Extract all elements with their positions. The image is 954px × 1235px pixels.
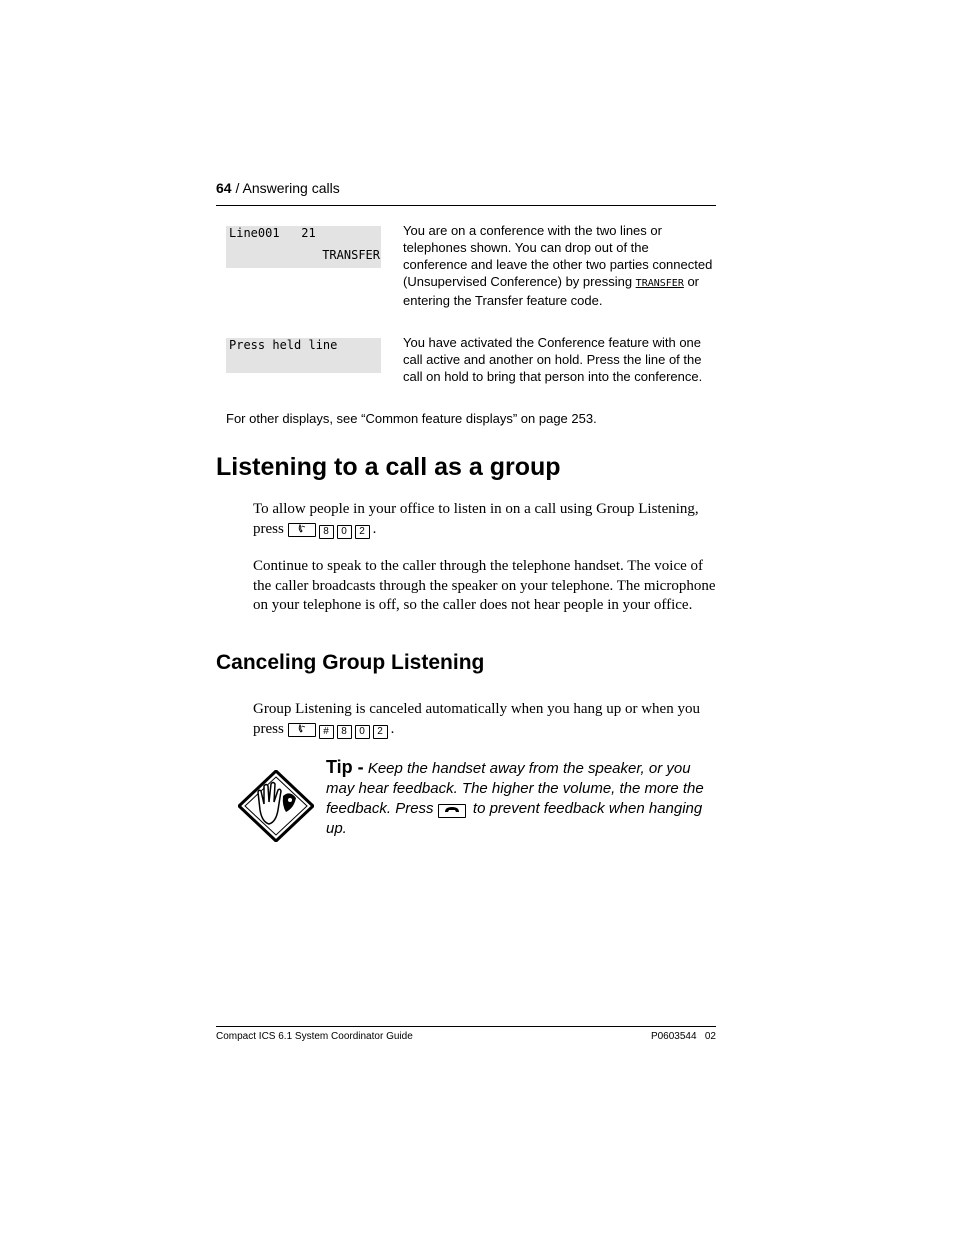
key-0: 0 [337, 525, 352, 539]
tip-label: Tip - [326, 757, 364, 777]
footer-guide-title: Compact ICS 6.1 System Coordinator Guide [216, 1031, 413, 1042]
key-hash: # [319, 725, 334, 739]
page-number: 64 [216, 180, 232, 196]
section-name: / Answering calls [231, 180, 340, 196]
page-header [216, 180, 716, 196]
key-0: 0 [355, 725, 370, 739]
section-title-group-listening: Listening to a call as a group [216, 453, 561, 481]
group-listening-explanation: Continue to speak to the caller through the telephone handset. The voice of the caller broadcasts through the speaker on your telephone. The microphone on your telephone is off, so the caller does not hear people in your office. [253, 558, 716, 613]
instruction-text: Group Listening is canceled automatically when you hang up or when you press [253, 701, 700, 737]
key-2: 2 [355, 525, 370, 539]
feature-key-icon [288, 523, 316, 537]
key-8: 8 [319, 525, 334, 539]
display-line-1: Line001 21 [229, 226, 316, 240]
description-text-end: or entering the Transfer feature code. [403, 274, 700, 308]
canceling-instructions: Group Listening is canceled automatically when you hang up or when you press # 8 0 2 . [253, 701, 700, 737]
transfer-key-label: TRANSFER [635, 278, 684, 289]
tip-text: Keep the handset away from the speaker, or you may hear feedback. The higher the volume, the more the feedback. Press [326, 760, 704, 817]
description-text: You are on a conference with the two lines or telephones shown. You can drop out of the conference and leave the other two parties connected (Unsupervised Conference) by pressing [403, 223, 713, 289]
group-listening-instructions: To allow people in your office to listen in on a call using Group Listening, press 8 0 2 . [253, 501, 699, 537]
instruction-text: To allow people in your office to listen in on a call using Group Listening, press [253, 501, 699, 537]
release-handset-icon [438, 804, 466, 818]
footer-rule [216, 1026, 716, 1027]
display-description-held: You have activated the Conference feature with one call active and another on hold. Press the line of the call on hold to bring that person into the conference. [403, 335, 703, 384]
other-displays-note: For other displays, see “Common feature displays” on page 253. [226, 411, 597, 426]
display-press-held-line [226, 338, 381, 373]
display-transfer [226, 226, 381, 268]
display-line-2: TRANSFER [322, 248, 380, 262]
footer-doc-number: P0603544 02 [650, 1031, 716, 1042]
display-description-transfer [403, 222, 716, 309]
tip-text-end: to prevent feedback when hanging up. [326, 800, 703, 837]
key-2: 2 [373, 725, 388, 739]
section-title-canceling: Canceling Group Listening [216, 651, 485, 674]
tip-note [326, 757, 718, 839]
feature-key-icon [288, 723, 316, 737]
display-line-1: Press held line [229, 338, 338, 352]
key-8: 8 [337, 725, 352, 739]
header-rule [216, 205, 716, 206]
stop-hand-icon [238, 770, 314, 842]
